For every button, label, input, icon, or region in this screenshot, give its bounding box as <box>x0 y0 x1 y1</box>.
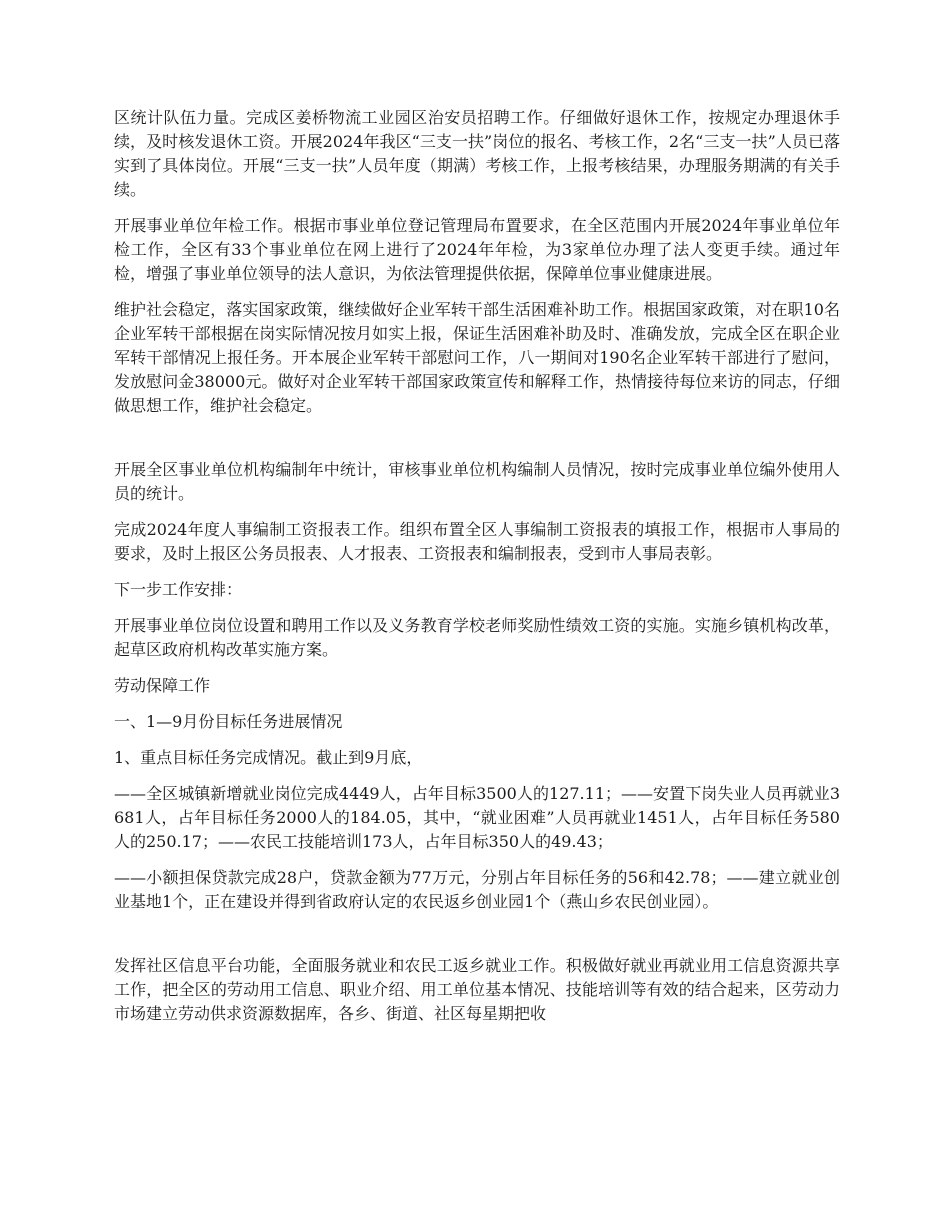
section-heading-labor-security: 劳动保障工作 <box>114 676 211 695</box>
paragraph-social-stability: 维护社会稳定，落实国家政策，继续做好企业军转干部生活困难补助工作。根据国家政策，对在职10名企业军转干部根据在岗实际情况按月如实上报，保证生活困难补助及时、准确发放，完成全区在职企业军转干部情况上报任务。开本展企业军转干部慰问工作，八一期间对190名企业军转干部进行了慰问，发放慰问金38000元。做好对企业军转干部国家政策宣传和解释工作，热情接待每位来访的同志，仔细做思想工作，维护社会稳定。 <box>114 300 840 415</box>
paragraph-staffing-statistics: 开展全区事业单位机构编制年中统计，审核事业单位机构编制人员情况，按时完成事业单位编外使用人员的统计。 <box>114 460 840 503</box>
paragraph-annual-inspection: 开展事业单位年检工作。根据市事业单位登记管理局布置要求，在全区范围内开展2024年事业单位年检工作，全区有33个事业单位在网上进行了2024年年检，为3家单位办理了法人变更手续。通过年检，增强了事业单位领导的法人意识，为依法管理提供依据，保障单位事业健康进展。 <box>114 216 840 283</box>
paragraph-next-steps-heading: 下一步工作安排： <box>114 580 243 599</box>
section-heading-progress: 一、1—9月份目标任务进展情况 <box>114 712 343 731</box>
paragraph-key-targets: 1、重点目标任务完成情况。截止到9月底， <box>114 748 423 767</box>
paragraph-salary-reports: 完成2024年度人事编制工资报表工作。组织布置全区人事编制工资报表的填报工作，根据市人事局的要求，及时上报区公务员报表、人才报表、工资报表和编制报表，受到市人事局表彰。 <box>114 520 840 563</box>
document-body <box>114 106 840 1038</box>
paragraph-loans-and-bases: ——小额担保贷款完成28户，贷款金额为77万元，分别占年目标任务的56和42.78；——建立就业创业基地1个，正在建设并得到省政府认定的农民返乡创业园1个（燕山乡农民创业园）。 <box>114 868 840 911</box>
paragraph-next-steps: 开展事业单位岗位设置和聘用工作以及义务教育学校老师奖励性绩效工资的实施。实施乡镇机构改革，起草区政府机构改革实施方案。 <box>114 616 840 659</box>
paragraph-retirement-and-sanzhiyifu: 区统计队伍力量。完成区姜桥物流工业园区治安员招聘工作。仔细做好退休工作，按规定办理退休手续，及时核发退休工资。开展2024年我区“三支一扶”岗位的报名、考核工作，2名“三支一扶”人员已落实到了具体岗位。开展“三支一扶”人员年度（期满）考核工作，上报考核结果，办理服务期满的有关手续。 <box>114 108 840 199</box>
paragraph-community-platform: 发挥社区信息平台功能，全面服务就业和农民工返乡就业工作。积极做好就业再就业用工信息资源共享工作，把全区的劳动用工信息、职业介绍、用工单位基本情况、技能培训等有效的结合起来，区劳动力市场建立劳动供求资源数据库，各乡、街道、社区每星期把收 <box>114 956 840 1023</box>
paragraph-employment-figures: ——全区城镇新增就业岗位完成4449人，占年目标3500人的127.11；——安置下岗失业人员再就业3681人，占年目标任务2000人的184.05，其中，“就业困难”人员再就业1451人，占年目标任务580人的250.17；——农民工技能培训173人，占年目标350人的49.43； <box>114 784 840 851</box>
